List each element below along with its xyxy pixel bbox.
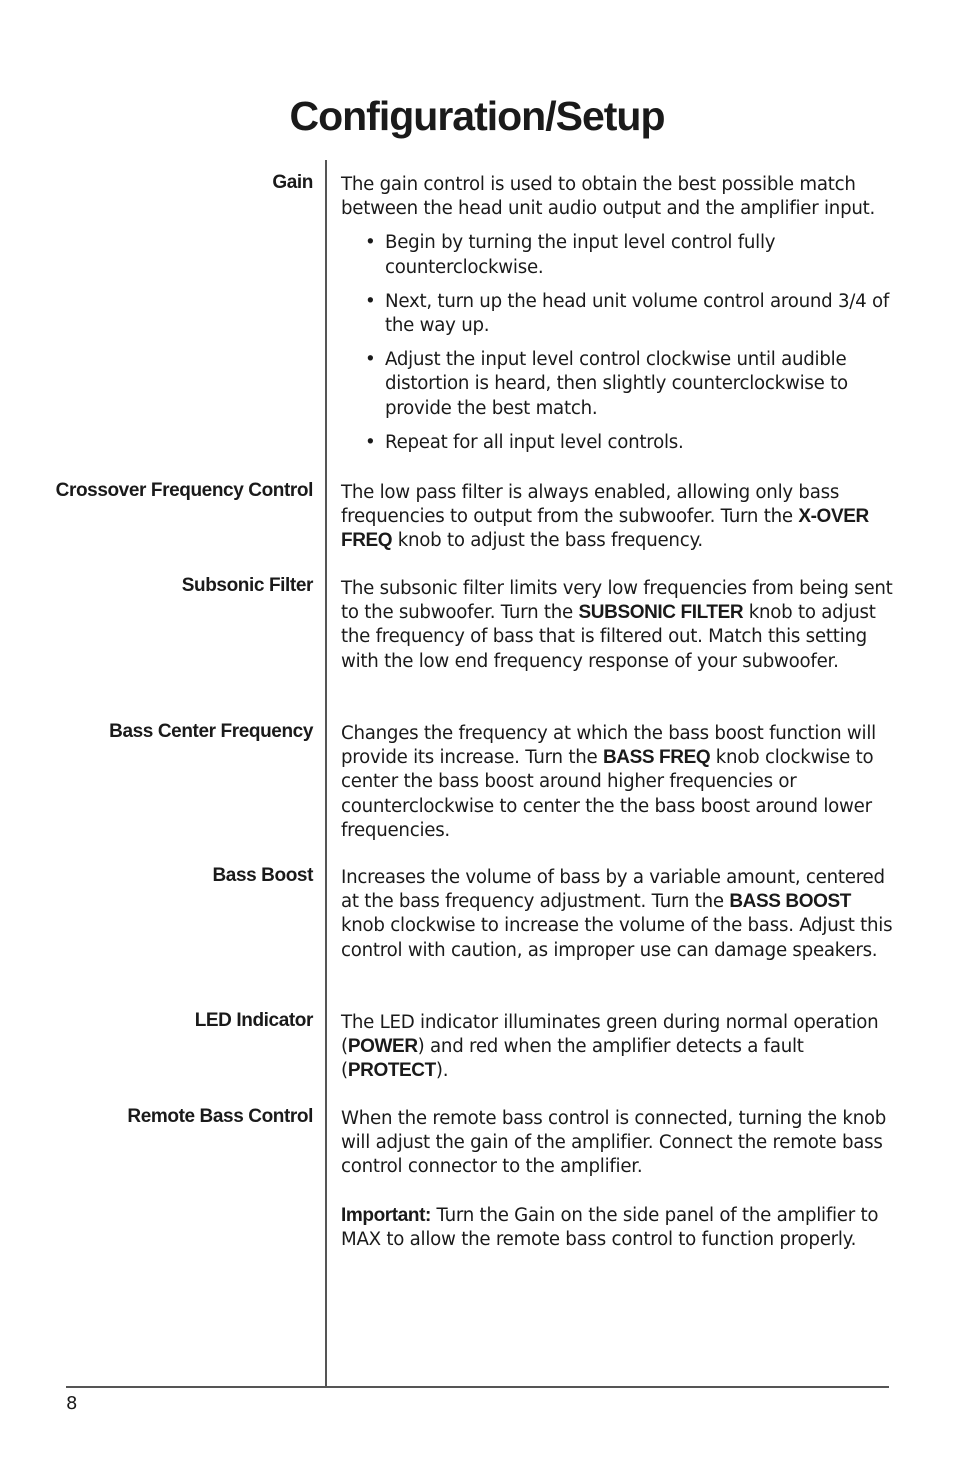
control-name-bass-boost: BASS BOOST	[729, 891, 851, 913]
section-body-remote	[341, 1107, 893, 1252]
important-note: Important: Turn the Gain on the side panel of the amplifier to MAX to allow the remote bass control to function properly.	[341, 1204, 879, 1250]
list-item-text: Adjust the input level control clockwise until audible distortion is heard, then slightly counterclockwise to provide the best match.	[385, 349, 848, 419]
column-divider	[325, 160, 327, 1387]
section-label-crossover: Crossover Frequency Control	[55, 480, 313, 501]
section-label-remote: Remote Bass Control	[127, 1106, 313, 1127]
remote-text: When the remote bass control is connected, turning the knob will adjust the gain of the amplifier. Connect the remote bass control connector to the amplifier.	[341, 1108, 887, 1178]
footer-rule	[66, 1386, 889, 1388]
list-item-text: Next, turn up the head unit volume control around 3/4 of the way up.	[385, 290, 890, 337]
important-label: Important:	[341, 1204, 431, 1226]
section-label-bass-center: Bass Center Frequency	[109, 721, 313, 742]
page-title: Configuration/Setup	[289, 93, 665, 139]
status-name-protect: PROTECT	[347, 1060, 436, 1082]
list-item	[341, 290, 893, 338]
section-label-bass-boost: Bass Boost	[212, 865, 313, 886]
bullet-icon: •	[365, 431, 376, 453]
section-body-led: The LED indicator illuminates green during normal operation (POWER) and red when the amplifier detects a fault (PROTECT).	[341, 1012, 879, 1082]
bullet-icon: •	[365, 349, 376, 371]
section-body-bass-boost: Increases the volume of bass by a variable amount, centered at the bass frequency adjustment. Turn the BASS BOOST knob clockwise to increase the volume of the bass. Adjust this control with caution, as improper use can damage speakers.	[341, 867, 893, 961]
list-item-text: Begin by turning the input level control fully counterclockwise.	[385, 232, 776, 278]
page-number: 8	[66, 1393, 78, 1414]
control-name-x-over-freq: X-OVER FREQ	[341, 506, 869, 552]
gain-intro-text: The gain control is used to obtain the best possible match between the head unit audio output and the amplifier input.	[341, 174, 876, 220]
bullet-icon: •	[365, 290, 376, 312]
list-item	[341, 431, 893, 455]
list-item	[341, 231, 893, 279]
section-body-bass-center: Changes the frequency at which the bass boost function will provide its increase. Turn the BASS FREQ knob clockwise to center the bass boost around higher frequencies or counterclockwise to center the the bass boost around lower frequencies.	[341, 723, 876, 841]
gain-steps-list	[341, 231, 893, 455]
section-label-led: LED Indicator	[194, 1010, 313, 1031]
section-body-gain	[341, 173, 893, 465]
control-name-bass-freq: BASS FREQ	[602, 747, 711, 769]
control-name-subsonic-filter: SUBSONIC FILTER	[578, 602, 744, 624]
section-label-gain: Gain	[272, 172, 313, 193]
list-item-text: Repeat for all input level controls.	[385, 431, 684, 453]
bullet-icon: •	[365, 232, 376, 254]
section-body-crossover: The low pass filter is always enabled, allowing only bass frequencies to output from the subwoofer. Turn the X-OVER FREQ knob to adjust the bass frequency.	[341, 482, 869, 552]
status-name-power: POWER	[347, 1036, 418, 1058]
list-item	[341, 348, 893, 421]
section-body-subsonic: The subsonic filter limits very low frequencies from being sent to the subwoofer. Turn the SUBSONIC FILTER knob to adjust the frequency of bass that is filtered out. Match this setting with the low end frequency response of your subwoofer.	[341, 578, 893, 672]
section-label-subsonic: Subsonic Filter	[181, 575, 313, 596]
